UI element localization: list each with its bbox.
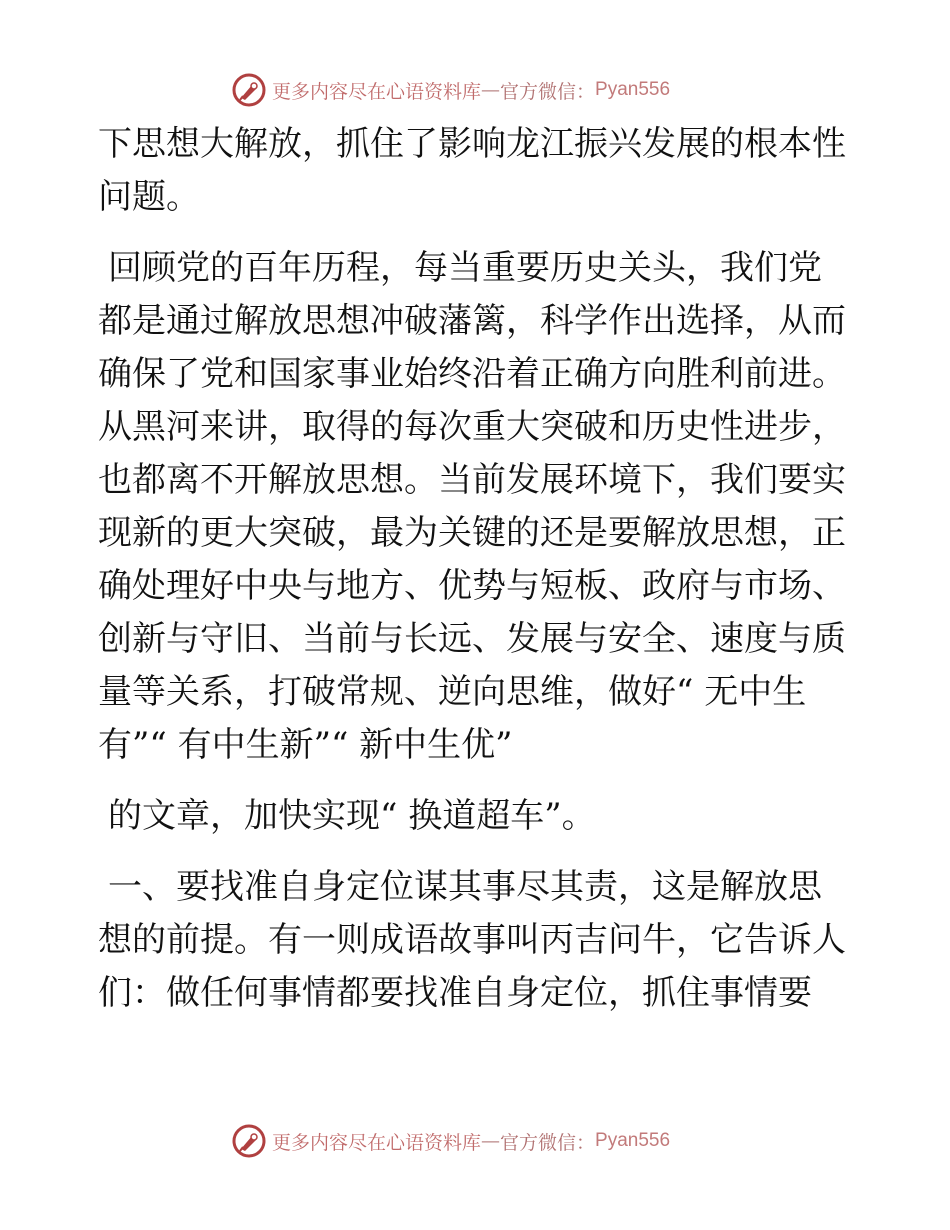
text-line: 一、要找准自身定位谋其事尽其责，这是解放思 <box>108 867 822 907</box>
footer-banner <box>232 1123 722 1159</box>
footer-main-text: 更多内容尽在心语资料库 <box>272 1131 482 1154</box>
text-line: 有”“ 有中生新”“ 新中生优” <box>98 725 513 765</box>
header-dash: — <box>481 79 501 101</box>
text-line: 创新与守旧、当前与长远、发展与安全、速度与质 <box>98 619 846 659</box>
text-line: 下思想大解放，抓住了影响龙江振兴发展的根本性 <box>98 124 846 164</box>
text-line: 问题。 <box>98 177 200 217</box>
text-line: 回顾党的百年历程，每当重要历史关头，我们党 <box>108 248 822 288</box>
text-line: 从黑河来讲，取得的每次重大突破和历史性进步， <box>98 407 846 447</box>
header-banner <box>232 72 722 108</box>
pen-nib-logo-icon <box>232 73 266 107</box>
header-sub-text: 官方微信： <box>500 80 596 103</box>
text-line: 确处理好中央与地方、优势与短板、政府与市场、 <box>98 566 846 606</box>
header-wechat-id: Pyan556 <box>595 79 671 100</box>
footer-dash: — <box>481 1130 501 1152</box>
paragraph-4 <box>98 861 858 1020</box>
footer-wechat-id: Pyan556 <box>595 1130 671 1151</box>
text-line: 的文章，加快实现“ 换道超车”。 <box>108 796 596 836</box>
paragraph-3 <box>98 790 858 843</box>
pen-nib-logo-icon <box>232 1124 266 1158</box>
text-line: 确保了党和国家事业始终沿着正确方向胜利前进。 <box>98 354 846 394</box>
header-main-text: 更多内容尽在心语资料库 <box>272 80 482 103</box>
text-line: 都是通过解放思想冲破藩篱，科学作出选择，从而 <box>98 301 846 341</box>
text-line: 现新的更大突破，最为关键的还是要解放思想，正 <box>98 513 846 553</box>
body-text <box>98 118 858 1020</box>
text-line: 也都离不开解放思想。当前发展环境下，我们要实 <box>98 460 846 500</box>
text-line: 量等关系，打破常规、逆向思维，做好“ 无中生 <box>98 672 807 712</box>
paragraph-2 <box>98 242 858 772</box>
paragraph-1 <box>98 118 858 224</box>
text-line: 们：做任何事情都要找准自身定位，抓住事情要 <box>98 973 812 1013</box>
text-line: 想的前提。有一则成语故事叫丙吉问牛，它告诉人 <box>98 920 846 960</box>
footer-sub-text: 官方微信： <box>500 1131 596 1154</box>
